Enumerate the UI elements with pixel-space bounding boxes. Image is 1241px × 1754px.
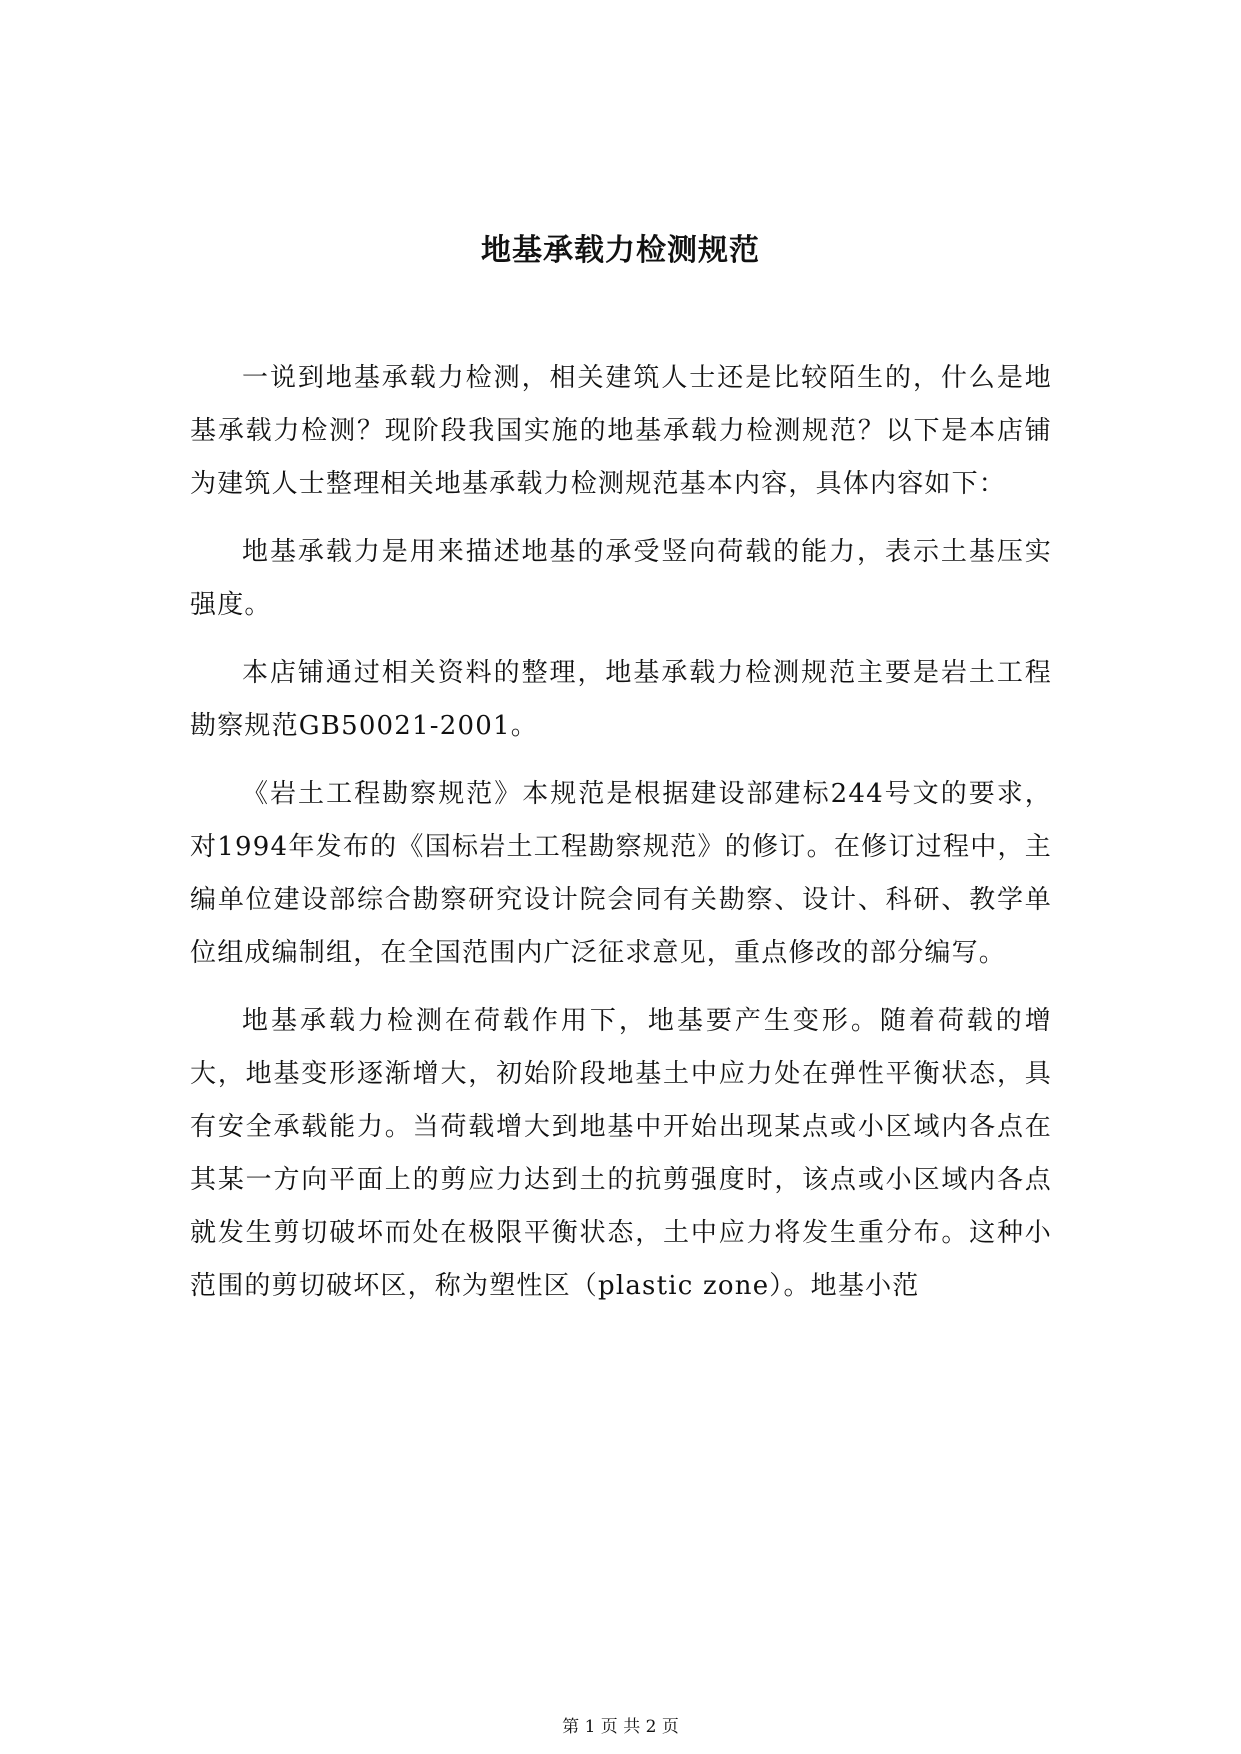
paragraph-deformation: 地基承载力检测在荷载作用下，地基要产生变形。随着荷载的增大，地基变形逐渐增大，初始阶段地基土中应力处在弹性平衡状态，具有安全承载能力。当荷载增大到地基中开始出现某点或小区域内各点在其某一方向平面上的剪应力达到土的抗剪强度时，该点或小区域内各点就发生剪切破坏而处在极限平衡状态，土中应力将发生重分布。这种小范围的剪切破坏区，称为塑性区（plastic zone）。地基小范 bbox=[190, 1006, 1052, 1301]
paragraph-intro: 一说到地基承载力检测，相关建筑人士还是比较陌生的，什么是地基承载力检测？现阶段我国实施的地基承载力检测规范？以下是本店铺为建筑人士整理相关地基承载力检测规范基本内容，具体内容如下： bbox=[190, 363, 1052, 499]
page-number-footer: 第 1 页 共 2 页 bbox=[562, 1717, 679, 1737]
paragraph-standard-history: 《岩土工程勘察规范》本规范是根据建设部建标244号文的要求，对1994年发布的《国标岩土工程勘察规范》的修订。在修订过程中，主编单位建设部综合勘察研究设计院会同有关勘察、设计、科研、教学单位组成编制组，在全国范围内广泛征求意见，重点修改的部分编写。 bbox=[190, 779, 1052, 968]
document-title: 地基承载力检测规范 bbox=[481, 233, 760, 268]
paragraph-definition: 地基承载力是用来描述地基的承受竖向荷载的能力，表示土基压实强度。 bbox=[190, 537, 1052, 620]
paragraph-standard: 本店铺通过相关资料的整理，地基承载力检测规范主要是岩土工程勘察规范GB50021-2001。 bbox=[190, 658, 1052, 741]
document-body bbox=[190, 352, 1052, 1328]
